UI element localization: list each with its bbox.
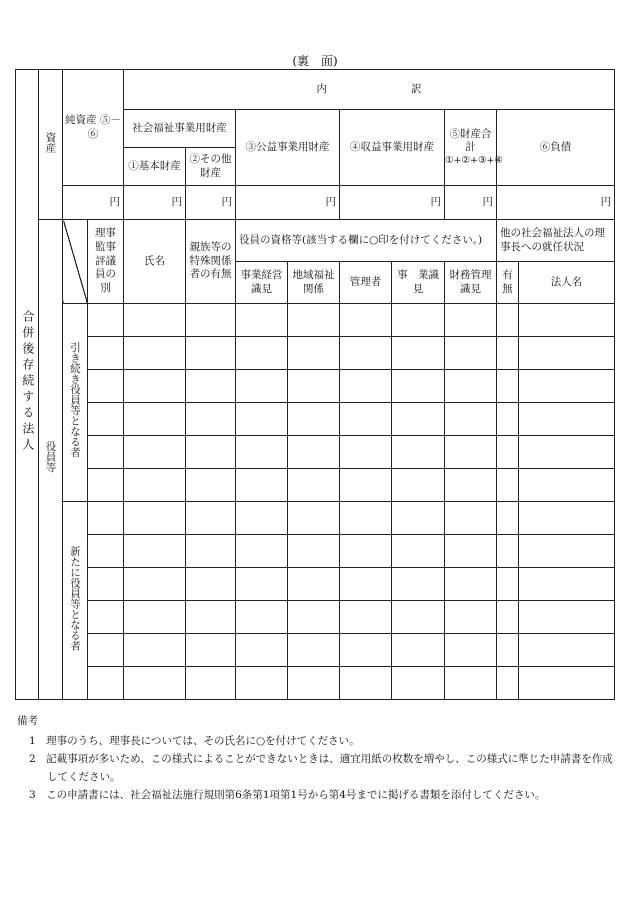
qual-cell[interactable] (236, 502, 288, 535)
qual-cell[interactable] (340, 601, 392, 634)
qual-cell[interactable] (288, 568, 340, 601)
qual-cell[interactable] (236, 568, 288, 601)
qual-cell[interactable] (340, 667, 392, 700)
qual-cell[interactable] (445, 535, 497, 568)
profit-business-value[interactable]: 円 (340, 186, 445, 220)
qual-cell[interactable] (288, 436, 340, 469)
merger-table (15, 69, 615, 700)
qual-cell[interactable] (392, 436, 445, 469)
basic-assets-header: ①基本財産 (124, 148, 186, 186)
yes-no-cell[interactable] (497, 601, 519, 634)
qual-cell[interactable] (288, 337, 340, 370)
name-cell[interactable] (124, 601, 186, 634)
corp-name-cell[interactable] (519, 634, 615, 667)
qual-financial-management: 財務管理識見 (445, 262, 497, 304)
qual-cell[interactable] (392, 568, 445, 601)
total-assets-label: ⑤財産合計 (449, 127, 492, 154)
table-row (16, 568, 615, 601)
other-corp-header: 他の社会福祉法人の理事長への就任状況 (497, 220, 615, 262)
continuing-officers-label: 引き続き役員等となる者 (63, 304, 88, 502)
role-cell[interactable] (88, 634, 124, 667)
relatives-cell[interactable] (186, 535, 236, 568)
relatives-cell[interactable] (186, 469, 236, 502)
qual-cell[interactable] (445, 469, 497, 502)
qual-cell[interactable] (236, 304, 288, 337)
table-row (16, 403, 615, 436)
relatives-cell[interactable] (186, 304, 236, 337)
role-cell[interactable] (88, 436, 124, 469)
qual-administrator: 管理者 (340, 262, 392, 304)
remark-item: 3 この申請書には、社会福祉法施行規則第6条第1項第1号から第4号までに掲げる書類を添付してください。 (29, 789, 546, 801)
relatives-cell[interactable] (186, 568, 236, 601)
qual-cell[interactable] (288, 535, 340, 568)
qual-cell[interactable] (288, 502, 340, 535)
qual-cell[interactable] (288, 469, 340, 502)
other-assets-value[interactable]: 円 (186, 186, 236, 220)
table-row (16, 634, 615, 667)
corp-name-cell[interactable] (519, 304, 615, 337)
qual-cell[interactable] (236, 436, 288, 469)
table-row (16, 601, 615, 634)
role-cell[interactable] (88, 403, 124, 436)
qual-cell[interactable] (392, 370, 445, 403)
net-assets-header: 純資産 ⑤－⑥ (63, 70, 124, 186)
qual-cell[interactable] (340, 337, 392, 370)
table-row (16, 370, 615, 403)
liabilities-header: ⑥負債 (497, 110, 615, 186)
corp-name-cell[interactable] (519, 568, 615, 601)
assets-label: 資産 (39, 70, 63, 220)
qual-cell[interactable] (445, 436, 497, 469)
role-cell[interactable] (88, 568, 124, 601)
role-cell[interactable] (88, 502, 124, 535)
corp-name-cell[interactable] (519, 337, 615, 370)
qual-cell[interactable] (445, 634, 497, 667)
qual-cell[interactable] (392, 601, 445, 634)
table-row (16, 535, 615, 568)
qual-cell[interactable] (392, 535, 445, 568)
name-cell[interactable] (124, 304, 186, 337)
qual-cell[interactable] (340, 436, 392, 469)
public-interest-value[interactable]: 円 (236, 186, 340, 220)
relatives-cell[interactable] (186, 337, 236, 370)
qual-cell[interactable] (236, 667, 288, 700)
table-row (16, 469, 615, 502)
new-officers-label: 新たに役員等となる者 (63, 502, 88, 700)
role-cell[interactable] (88, 601, 124, 634)
qual-community-welfare: 地域福祉関係 (288, 262, 340, 304)
qual-cell[interactable] (288, 667, 340, 700)
relatives-cell[interactable] (186, 436, 236, 469)
qual-cell[interactable] (288, 370, 340, 403)
qual-business-insight: 事 業識 見 (392, 262, 445, 304)
liabilities-value[interactable]: 円 (497, 186, 615, 220)
role-header: 理事監事評議員の別 (88, 220, 124, 304)
qual-cell[interactable] (392, 337, 445, 370)
qual-cell[interactable] (445, 370, 497, 403)
name-cell[interactable] (124, 568, 186, 601)
name-cell[interactable] (124, 436, 186, 469)
role-cell[interactable] (88, 469, 124, 502)
public-interest-header: ③公益事業用財産 (236, 110, 340, 186)
qual-cell[interactable] (392, 502, 445, 535)
total-assets-formula: ①+②+③+④ (445, 154, 503, 166)
corp-name-cell[interactable] (519, 535, 615, 568)
yes-no-cell[interactable] (497, 667, 519, 700)
relatives-cell[interactable] (186, 502, 236, 535)
qual-cell[interactable] (236, 403, 288, 436)
qual-cell[interactable] (340, 304, 392, 337)
qual-cell[interactable] (340, 370, 392, 403)
qual-cell[interactable] (288, 304, 340, 337)
relatives-header: 親族等の特殊関係者の有無 (186, 220, 236, 304)
qual-business-management: 事業経営識見 (236, 262, 288, 304)
qual-cell[interactable] (340, 568, 392, 601)
page-title: (裏 面) (292, 54, 338, 68)
table-row (16, 337, 615, 370)
corp-name-cell[interactable] (519, 502, 615, 535)
qual-cell[interactable] (236, 535, 288, 568)
yes-no-cell[interactable] (497, 403, 519, 436)
relatives-cell[interactable] (186, 634, 236, 667)
name-cell[interactable] (124, 469, 186, 502)
qual-cell[interactable] (236, 634, 288, 667)
yes-no-cell[interactable] (497, 370, 519, 403)
name-cell[interactable] (124, 403, 186, 436)
role-cell[interactable] (88, 337, 124, 370)
name-cell[interactable] (124, 535, 186, 568)
remark-item: 1 理事のうち、理事長については、その氏名に○を付けてください。 (29, 735, 360, 747)
qual-cell[interactable] (340, 634, 392, 667)
relatives-cell[interactable] (186, 370, 236, 403)
officers-diagonal-cell (63, 220, 88, 304)
yes-no-cell[interactable] (497, 304, 519, 337)
relatives-cell[interactable] (186, 667, 236, 700)
relatives-cell[interactable] (186, 403, 236, 436)
table-row (16, 502, 615, 535)
corp-name-cell[interactable] (519, 436, 615, 469)
yes-no-cell[interactable] (497, 502, 519, 535)
role-cell[interactable] (88, 535, 124, 568)
qual-cell[interactable] (236, 469, 288, 502)
name-cell[interactable] (124, 502, 186, 535)
role-cell[interactable] (88, 667, 124, 700)
name-cell[interactable] (124, 667, 186, 700)
qual-cell[interactable] (392, 634, 445, 667)
qual-cell[interactable] (445, 667, 497, 700)
qual-cell[interactable] (392, 667, 445, 700)
table-row (16, 304, 615, 337)
total-assets-value[interactable]: 円 (445, 186, 497, 220)
qual-cell[interactable] (340, 403, 392, 436)
officers-label: 役員等 (39, 220, 63, 700)
qual-cell[interactable] (445, 337, 497, 370)
role-cell[interactable] (88, 370, 124, 403)
name-cell[interactable] (124, 370, 186, 403)
yes-no-cell[interactable] (497, 337, 519, 370)
remark-item: 2 記載事項が多いため、この様式によることができないときは、適宜用紙の枚数を増やし、この様式に準じた申請書を作成してください。 (29, 753, 613, 783)
net-assets-value[interactable]: 円 (63, 186, 124, 220)
breakdown-header: 内 訳 (124, 70, 615, 110)
qual-cell[interactable] (236, 337, 288, 370)
qual-cell[interactable] (445, 502, 497, 535)
other-assets-header: ②その他財産 (186, 148, 236, 186)
qual-cell[interactable] (445, 403, 497, 436)
name-cell[interactable] (124, 337, 186, 370)
yes-no-cell[interactable] (497, 568, 519, 601)
table-row (16, 436, 615, 469)
qual-cell[interactable] (445, 304, 497, 337)
role-cell[interactable] (88, 304, 124, 337)
social-welfare-assets-header: 社会福祉事業用財産 (124, 110, 236, 148)
merged-corp-label: 合併後存続する法人 (16, 70, 39, 700)
corp-name-header: 法人名 (519, 262, 615, 304)
qualification-header: 役員の資格等(該当する欄に○印を付けてください。) (236, 220, 497, 262)
profit-business-header: ④収益事業用財産 (340, 110, 445, 186)
yes-no-cell[interactable] (497, 436, 519, 469)
yes-no-cell[interactable] (497, 535, 519, 568)
corp-name-cell[interactable] (519, 601, 615, 634)
name-cell[interactable] (124, 634, 186, 667)
qual-cell[interactable] (340, 502, 392, 535)
corp-name-cell[interactable] (519, 469, 615, 502)
qual-cell[interactable] (340, 469, 392, 502)
qual-cell[interactable] (236, 370, 288, 403)
yes-no-header: 有無 (497, 262, 519, 304)
table-row (16, 667, 615, 700)
qual-cell[interactable] (288, 601, 340, 634)
qual-cell[interactable] (392, 304, 445, 337)
remarks-heading: 備考 (17, 715, 38, 727)
yes-no-cell[interactable] (497, 469, 519, 502)
corp-name-cell[interactable] (519, 403, 615, 436)
corp-name-cell[interactable] (519, 667, 615, 700)
qual-cell[interactable] (445, 601, 497, 634)
qual-cell[interactable] (445, 568, 497, 601)
qual-cell[interactable] (288, 403, 340, 436)
remarks (17, 712, 617, 804)
name-header: 氏名 (124, 220, 186, 304)
qual-cell[interactable] (392, 469, 445, 502)
qual-cell[interactable] (288, 634, 340, 667)
qual-cell[interactable] (340, 535, 392, 568)
basic-assets-value[interactable]: 円 (124, 186, 186, 220)
qual-cell[interactable] (236, 601, 288, 634)
corp-name-cell[interactable] (519, 370, 615, 403)
relatives-cell[interactable] (186, 601, 236, 634)
yes-no-cell[interactable] (497, 634, 519, 667)
qual-cell[interactable] (392, 403, 445, 436)
total-assets-header (445, 110, 503, 186)
